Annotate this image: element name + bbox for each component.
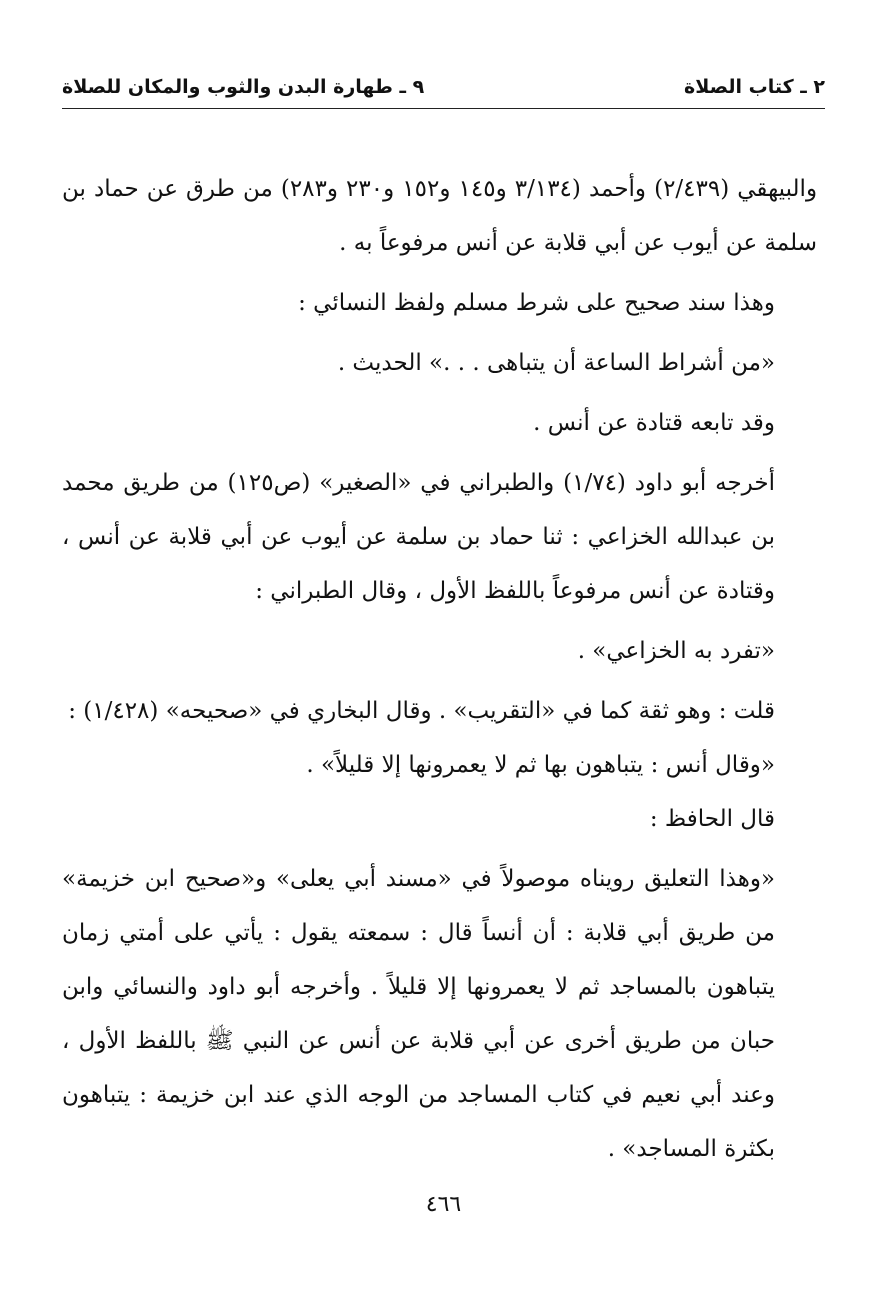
header-section: ٩ ـ طهارة البدن والثوب والمكان للصلاة: [62, 76, 425, 98]
page-number: ٤٦٦: [425, 1192, 462, 1217]
paragraph-7: قلت : وهو ثقة كما في «التقريب» . وقال البخاري في «صحيحه» (١/٤٢٨) :: [68, 698, 775, 724]
paragraph-6: «تفرد به الخزاعي» .: [577, 638, 775, 664]
paragraph-1: والبيهقي (٢/٤٣٩) وأحمد (٣/١٣٤ و١٤٥ و١٥٢ و٢٣٠ و٢٨٣) من طرق عن حماد بن سلمة عن أيوب عن أبي قلابة عن أنس مرفوعاً به .: [62, 176, 818, 256]
paragraph-8: «وقال أنس : يتباهون بها ثم لا يعمرونها إلا قليلاً» .: [306, 752, 775, 778]
paragraph-4: وقد تابعه قتادة عن أنس .: [533, 410, 775, 436]
paragraph-9: قال الحافظ :: [649, 806, 775, 832]
paragraph-10: «وهذا التعليق رويناه موصولاً في «مسند أبي يعلى» و«صحيح ابن خزيمة» من طريق أبي قلابة : أن أنساً قال : سمعته يقول : يأتي على أمتي زمان يتباهون بالمساجد ثم لا يعمرونها إلا قليلاً . وأخرجه أبو داود والنسائي وابن حبان من طريق أخرى عن أبي قلابة عن أنس عن النبي ﷺ باللفظ الأول ، وعند أبي نعيم في كتاب المساجد من الوجه الذي عند ابن خزيمة : يتباهون بكثرة المساجد» .: [62, 866, 775, 1162]
paragraph-3: «من أشراط الساعة أن يتباهى . . .» الحديث .: [337, 350, 775, 376]
header-chapter: ٢ ـ كتاب الصلاة: [684, 76, 825, 98]
running-header: [62, 70, 825, 104]
header-rule: [62, 108, 825, 109]
paragraph-5: أخرجه أبو داود (١/٧٤) والطبراني في «الصغير» (ص١٢٥) من طريق محمد بن عبدالله الخزاعي : ثنا حماد بن سلمة عن أيوب عن أبي قلابة عن أنس ، وقتادة عن أنس مرفوعاً باللفظ الأول ، وقال الطبراني :: [62, 470, 775, 604]
page-body: [62, 162, 817, 1176]
paragraph-2: وهذا سند صحيح على شرط مسلم ولفظ النسائي :: [298, 290, 775, 316]
